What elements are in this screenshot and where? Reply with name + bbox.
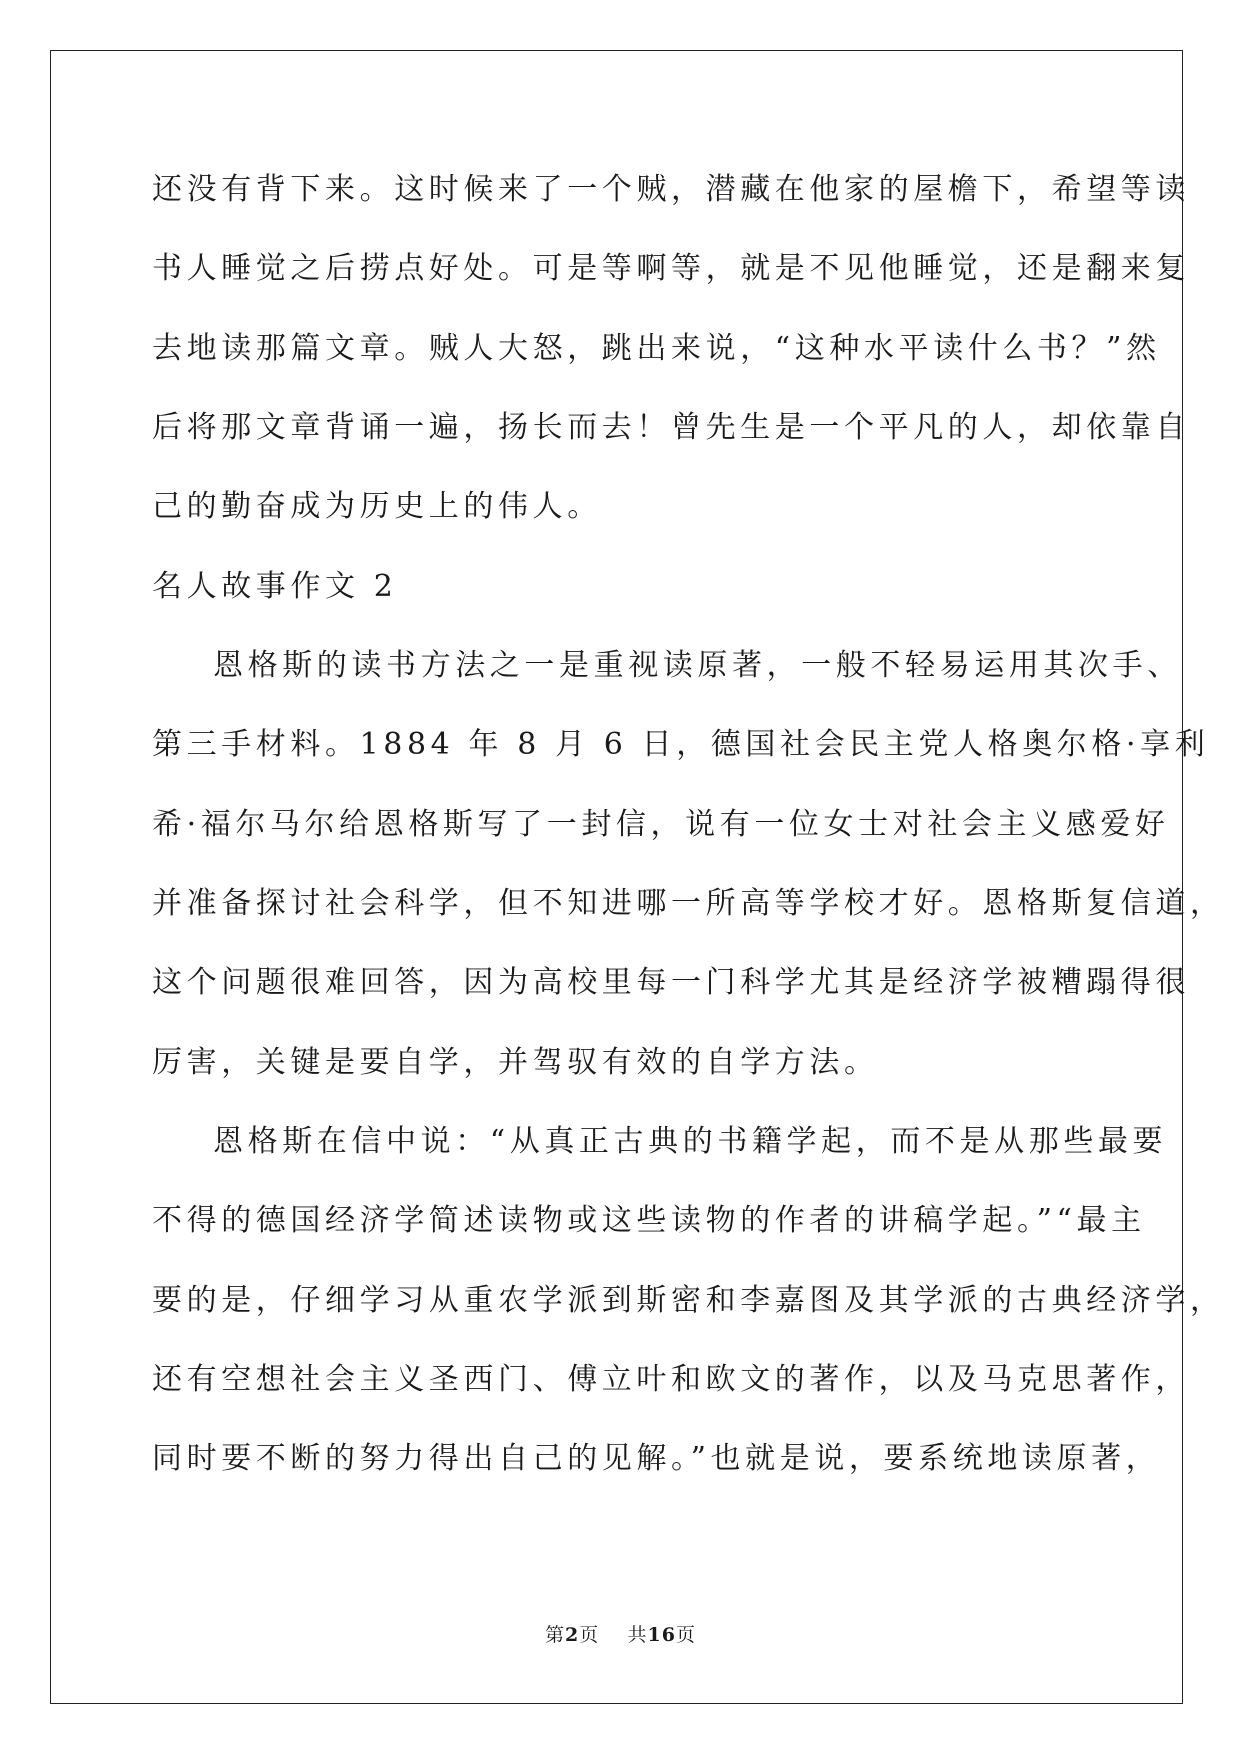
- body-text-line: 要的是，仔细学习从重农学派到斯密和李嘉图及其学派的古典经济学，: [152, 1283, 1225, 1318]
- body-text-line: 同时要不断的努力得出自己的见解。”也就是说，要系统地读原著，: [152, 1441, 1161, 1476]
- body-text-line: 第三手材料。1884 年 8 月 6 日，德国社会民主党人格奥尔格·享利: [152, 727, 1210, 762]
- body-text-line: 厉害，关键是要自学，并驾驭有效的自学方法。: [152, 1045, 879, 1080]
- body-text-line: 恩格斯在信中说：“从真正古典的书籍学起，而不是从那些最要: [213, 1124, 1168, 1159]
- body-text-line: 去地读那篇文章。贼人大怒，跳出来说，“这种水平读什么书？”然: [152, 331, 1161, 366]
- body-text-line: 还没有背下来。这时候来了一个贼，潜藏在他家的屋檐下，希望等读: [152, 172, 1190, 207]
- section-heading: 名人故事作文 2: [152, 569, 398, 604]
- body-text-line: 书人睡觉之后捞点好处。可是等啊等，就是不见他睡觉，还是翻来复: [152, 251, 1190, 286]
- body-text-line: 这个问题很难回答，因为高校里每一门科学尤其是经济学被糟蹋得很: [152, 965, 1190, 1000]
- body-text-line: 后将那文章背诵一遍，扬长而去！曾先生是一个平凡的人，却依靠自: [152, 410, 1190, 445]
- footer-page-number: 2: [565, 1624, 580, 1646]
- body-text-line: 希·福尔马尔给恩格斯写了一封信，说有一位女士对社会主义感爱好: [152, 807, 1170, 842]
- footer-total-pages: 16: [647, 1624, 676, 1646]
- page-footer: [0, 1620, 1241, 1647]
- body-text-line: 己的勤奋成为历史上的伟人。: [152, 489, 602, 524]
- footer-page-prefix: 第: [545, 1624, 566, 1646]
- body-text-line: 不得的德国经济学简述读物或这些读物的作者的讲稿学起。”“最主: [152, 1203, 1146, 1238]
- footer-total-prefix: 共: [627, 1624, 648, 1646]
- footer-total-suffix: 页: [675, 1624, 696, 1646]
- footer-page-suffix: 页: [579, 1624, 600, 1646]
- body-text-line: 恩格斯的读书方法之一是重视读原著，一般不轻易运用其次手、: [213, 648, 1182, 683]
- body-text-line: 还有空想社会主义圣西门、傅立叶和欧文的著作，以及马克思著作，: [152, 1362, 1190, 1397]
- body-text-line: 并准备探讨社会科学，但不知进哪一所高等学校才好。恩格斯复信道，: [152, 886, 1225, 921]
